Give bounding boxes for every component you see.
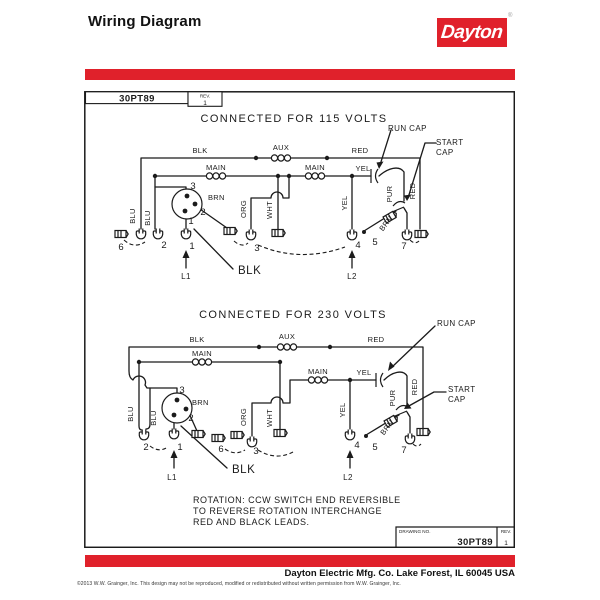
terminal-spade-icon bbox=[136, 229, 146, 239]
run-capacitor-symbol bbox=[371, 169, 378, 183]
terminal-flag-wht-icon bbox=[272, 230, 285, 237]
wire-label-blu: BLU bbox=[128, 208, 137, 224]
run-cap-label: RUN CAP bbox=[437, 319, 476, 328]
terminal-spade-2-icon bbox=[139, 430, 149, 440]
schematic-230v bbox=[126, 309, 476, 482]
wire-label-pur: PUR bbox=[385, 185, 394, 203]
terminal-flag-6-icon bbox=[115, 231, 128, 238]
wire-label-main: MAIN bbox=[308, 367, 328, 376]
rev-label: REV. bbox=[500, 529, 512, 534]
run-cap-label: RUN CAP bbox=[388, 124, 427, 133]
aux-winding-coil bbox=[277, 344, 296, 350]
contact-2: 2 bbox=[200, 207, 206, 218]
wire-label-red: RED bbox=[408, 182, 417, 200]
terminal-4: 4 bbox=[354, 440, 360, 451]
terminal-5: 5 bbox=[372, 237, 378, 248]
blk-lead-label: BLK bbox=[238, 265, 262, 277]
terminal-7: 7 bbox=[401, 445, 407, 456]
terminal-flag-icon bbox=[192, 431, 205, 438]
wire-label-main: MAIN bbox=[192, 349, 212, 358]
terminal-spade-7-icon bbox=[402, 230, 412, 240]
line-l2-label: L2 bbox=[347, 272, 357, 281]
terminal-2: 2 bbox=[143, 442, 149, 453]
section-title-115v: CONNECTED FOR 115 VOLTS bbox=[200, 113, 388, 125]
rotation-note bbox=[193, 495, 401, 527]
rotation-note-line1: ROTATION: CCW SWITCH END REVERSIBLE bbox=[193, 495, 401, 505]
wire-label-blk: BLK bbox=[192, 146, 208, 155]
wire-label-brn: BRN bbox=[192, 398, 209, 407]
drawing-no-label: DRAWING NO. bbox=[399, 529, 431, 534]
wire-label-wht: WHT bbox=[265, 201, 274, 219]
wire-label-blk: BLK bbox=[189, 335, 205, 344]
page-title: Wiring Diagram bbox=[88, 13, 202, 30]
start-cap-label: START bbox=[448, 385, 476, 394]
wire-label-main: MAIN bbox=[305, 163, 325, 172]
company-address: Dayton Electric Mfg. Co. Lake Forest, IL 60045 USA bbox=[284, 568, 515, 579]
wire-label-pur: PUR bbox=[388, 389, 397, 407]
wire-label-brn: BRN bbox=[378, 418, 396, 437]
start-cap-label: CAP bbox=[436, 148, 454, 157]
terminal-spade-7-icon bbox=[405, 434, 415, 444]
terminal-flag-icon bbox=[415, 231, 428, 238]
run-cap-leader bbox=[377, 130, 392, 169]
main-winding-coil bbox=[308, 377, 327, 383]
start-cap-label: CAP bbox=[448, 395, 466, 404]
terminal-1: 1 bbox=[177, 442, 183, 453]
title-block-bottom bbox=[396, 527, 515, 548]
dayton-logo-text: Dayton bbox=[440, 21, 504, 43]
wire-label-aux: AUX bbox=[272, 143, 290, 152]
terminal-3: 3 bbox=[254, 243, 260, 254]
drawing-no-value: 30PT89 bbox=[457, 537, 493, 548]
wire-label-yel: YEL bbox=[340, 195, 349, 211]
copyright-text: ©2013 W.W. Grainger, Inc. This design may not be reproduced, modified or redistributed without written permission from W.W. Grainger, Inc. bbox=[77, 581, 401, 587]
terminal-5: 5 bbox=[372, 442, 378, 453]
wire-label-org: ORG bbox=[239, 408, 248, 426]
wire-label-yel: YEL bbox=[338, 402, 347, 418]
aux-winding-coil bbox=[271, 155, 290, 161]
wire-label-yel: YEL bbox=[355, 164, 371, 173]
terminal-spade-2-icon bbox=[153, 229, 163, 239]
terminal-spade-1-icon bbox=[181, 229, 191, 239]
wire-label-main: MAIN bbox=[206, 163, 226, 172]
registered-mark: ® bbox=[508, 13, 513, 19]
l1-arrow bbox=[183, 250, 190, 268]
part-number: 30PT89 bbox=[119, 93, 155, 105]
terminal-2: 2 bbox=[161, 240, 167, 251]
run-capacitor-symbol bbox=[376, 373, 383, 387]
wire-label-yel: YEL bbox=[356, 368, 372, 377]
l2-arrow bbox=[347, 450, 354, 468]
main-winding-coil bbox=[305, 173, 324, 179]
blk-lead-label: BLK bbox=[232, 464, 256, 476]
wire-label-brn: BRN bbox=[377, 214, 395, 233]
title-block-top bbox=[86, 92, 223, 107]
wire-label-aux: AUX bbox=[278, 332, 296, 341]
contact-3: 3 bbox=[179, 385, 185, 396]
wiring-diagram-sheet bbox=[84, 91, 515, 548]
line-l2-label: L2 bbox=[343, 473, 353, 482]
wire-label-red: RED bbox=[367, 335, 385, 344]
dayton-logo bbox=[437, 18, 507, 47]
terminal-6: 6 bbox=[218, 444, 224, 455]
l2-arrow bbox=[349, 250, 356, 268]
rev-value: 1 bbox=[203, 100, 207, 107]
terminal-spade-4-icon bbox=[345, 430, 355, 440]
terminal-spade-4-icon bbox=[347, 230, 357, 240]
wire-label-blu: BLU bbox=[149, 410, 158, 426]
wire-label-blu: BLU bbox=[126, 406, 135, 422]
wire-label-blu: BLU bbox=[143, 210, 152, 226]
main-winding-coil bbox=[206, 173, 225, 179]
header-red-bar bbox=[85, 69, 515, 80]
main-winding-coil bbox=[192, 359, 211, 365]
rotation-note-line3: RED AND BLACK LEADS. bbox=[193, 517, 310, 527]
rev-value: 1 bbox=[504, 540, 508, 547]
terminal-6: 6 bbox=[118, 242, 124, 253]
terminal-spade-1-icon bbox=[169, 429, 179, 439]
run-cap-leader bbox=[388, 326, 435, 371]
line-l1-label: L1 bbox=[167, 473, 177, 482]
terminal-flag-icon bbox=[224, 228, 237, 235]
contact-3: 3 bbox=[190, 181, 196, 192]
wire-label-red: RED bbox=[410, 378, 419, 396]
terminal-3: 3 bbox=[253, 446, 259, 457]
line-l1-label: L1 bbox=[181, 272, 191, 281]
section-title-230v: CONNECTED FOR 230 VOLTS bbox=[199, 309, 387, 321]
terminal-7: 7 bbox=[401, 241, 407, 252]
terminal-flag-icon bbox=[231, 432, 244, 439]
terminal-spade-3-icon bbox=[246, 230, 256, 240]
wire-label-org: ORG bbox=[239, 200, 248, 218]
footer-red-bar bbox=[85, 555, 515, 567]
terminal-4: 4 bbox=[355, 240, 361, 251]
wire-label-red: RED bbox=[351, 146, 369, 155]
terminal-flag-6-icon bbox=[212, 435, 225, 442]
schematic-115v bbox=[115, 113, 463, 281]
terminal-1: 1 bbox=[189, 241, 195, 252]
switch-symbol bbox=[172, 189, 202, 219]
start-cap-label: START bbox=[436, 138, 464, 147]
rev-label: REV. bbox=[199, 93, 211, 99]
wire-label-wht: WHT bbox=[265, 409, 274, 427]
rotation-note-line2: TO REVERSE ROTATION INTERCHANGE bbox=[193, 506, 383, 516]
terminal-flag-wht-icon bbox=[274, 430, 287, 437]
terminal-flag-icon bbox=[417, 429, 430, 436]
contact-1: 1 bbox=[188, 216, 194, 227]
contact-2: 2 bbox=[188, 413, 194, 424]
wire-label-brn: BRN bbox=[208, 193, 225, 202]
